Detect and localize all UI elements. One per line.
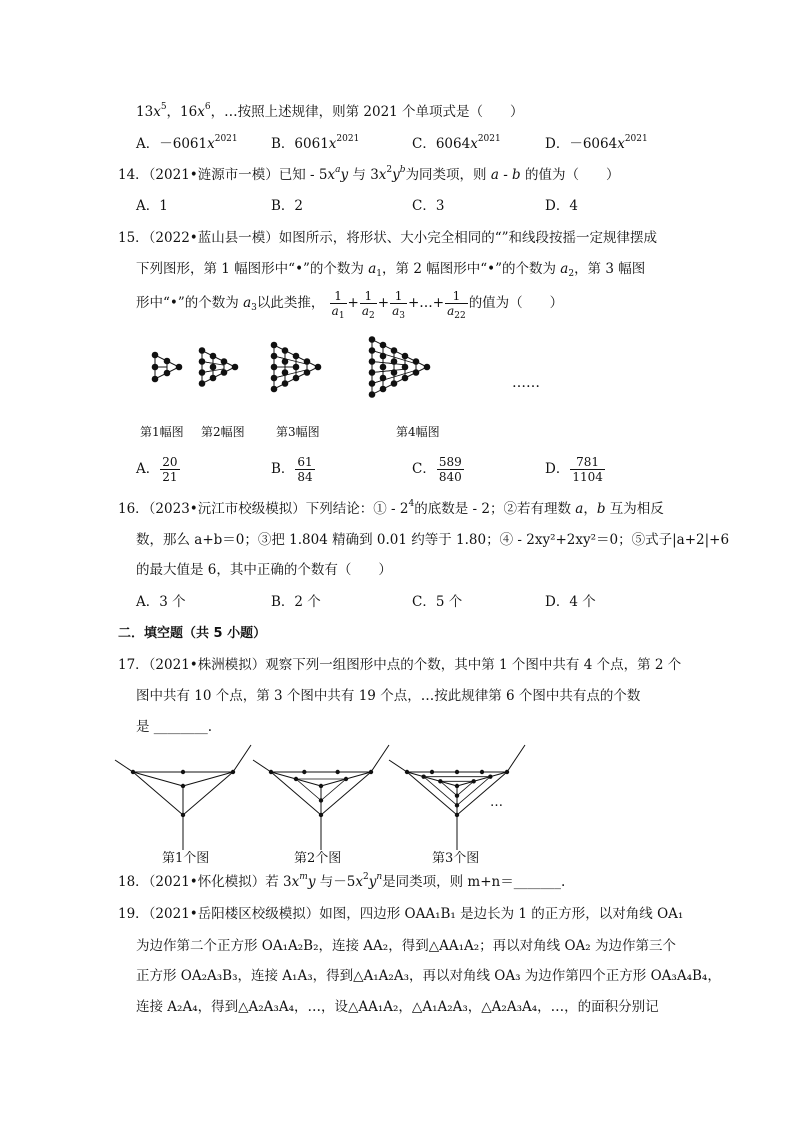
q17-fig2-dot	[335, 770, 339, 774]
q17-fig3-dot	[455, 793, 459, 797]
q15-fig2-dot	[210, 364, 217, 371]
q15-fig3-dot	[293, 353, 300, 360]
q15-line3: 形中“•”的个数为 $a_3$以此类推， $\frac{1}{a_1}$ + $\frac{1}{a_2}$ + $\frac{1}{a_3}$ +…+ $\frac{1}{a_{22}}$ 的值为（ ）	[136, 289, 564, 321]
q16-option-c[interactable]: C．5 个	[412, 594, 463, 610]
q13-stem: $13x^5$，$16x^6$，…按照上述规律，则第 2021 个单项式是（ ）	[136, 102, 524, 120]
q15-fig4-dot	[391, 347, 398, 354]
q17-fig2-dot	[344, 777, 348, 781]
q15-fig4-dot	[380, 386, 387, 393]
q13-option-c[interactable]: C．$6064x^{2021}$	[412, 134, 501, 152]
q17-caption-2: 第2个图	[294, 851, 342, 866]
q15-fig1-dot	[176, 364, 183, 371]
q15-fig2-dot	[221, 369, 228, 376]
q14-option-d[interactable]: D．4	[545, 198, 578, 214]
q17-caption-3: 第3个图	[432, 851, 480, 866]
q15-fig3-dot	[315, 364, 322, 371]
q17-caption-1: 第1个图	[162, 851, 210, 866]
q19-line4: 连接 A₂A₄，得到△A₂A₃A₄，…，设△AA₁A₂，△A₁A₂A₃，△A₂A₃A₄，…，的面积分别记	[136, 999, 659, 1015]
q15-option-c[interactable]: C． $\frac{589}{840}$	[412, 455, 462, 484]
q16-option-a[interactable]: A．3 个	[136, 594, 186, 610]
q15-fig4-dot	[369, 358, 376, 365]
q15-fig3-dot	[271, 342, 278, 349]
q15-fig2-dot	[221, 358, 228, 365]
q14-option-c[interactable]: C．3	[412, 198, 445, 214]
q15-fig3-dot	[293, 364, 300, 371]
q15-option-b[interactable]: B． $\frac{61}{84}$	[271, 455, 313, 484]
q15-fig2-dot	[232, 364, 239, 371]
q15-fig3-dot	[282, 347, 289, 354]
q15-fig4-dot	[380, 375, 387, 382]
q15-fig4-dot	[413, 358, 420, 365]
q17-fig2-dot	[319, 784, 323, 788]
q15-option-a[interactable]: A． $\frac{20}{21}$	[136, 455, 178, 484]
q15-caption-2: 第2幅图	[201, 425, 245, 439]
q15-fig4-dot	[369, 336, 376, 343]
q15-fig3-dot	[282, 369, 289, 376]
q17-fig1-dot	[231, 770, 235, 774]
q15-fig4-dot	[369, 347, 376, 354]
q13-option-b[interactable]: B．$6061x^{2021}$	[271, 134, 360, 152]
q15-fig4-dot	[402, 375, 409, 382]
q15-fig4-dot	[369, 369, 376, 376]
q14-option-b[interactable]: B．2	[271, 198, 304, 214]
q17-fig3-dot	[505, 770, 509, 774]
q15-option-d[interactable]: D． $\frac{781}{1104}$	[545, 455, 603, 484]
q15-fig4-dot	[391, 380, 398, 387]
q17-line2: 图中共有 10 个点，第 3 个图中共有 19 个点，…按此规律第 6 个图中共有点的个数	[136, 688, 641, 704]
q17-line1: 17．（2021•株洲模拟）观察下列一组图形中点的个数，其中第 1 个图中共有 4 个点，第 2 个	[118, 657, 682, 673]
q15-fig3-dot	[282, 358, 289, 365]
q15-fig3-dot	[304, 369, 311, 376]
q16-line1: 16．（2023•沅江市校级模拟）下列结论：① - $2^4$的底数是 - 2；②若有理数 a，b 互为相反	[118, 499, 664, 517]
q17-fig3-dot	[421, 774, 425, 778]
q14-stem: 14．（2021•涟源市一模）已知 - $5x^ay$ 与 $3x^2y^b$为同类项，则 a - b 的值为（ ）	[118, 165, 620, 183]
q16-option-b[interactable]: B．2 个	[271, 594, 321, 610]
q17-fig3-dot	[455, 770, 459, 774]
q17-fig3-dot	[405, 770, 409, 774]
q17-fig3-dot	[488, 774, 492, 778]
q17-fig3-arm	[507, 745, 525, 772]
q15-fig1-dot	[152, 352, 159, 359]
q15-figure	[140, 335, 540, 405]
q17-fig2-dot	[319, 798, 323, 802]
q15-fig4-dot	[380, 353, 387, 360]
q17-fig2-arm	[371, 745, 389, 772]
q15-fig4-dot	[413, 369, 420, 376]
q17-ellipsis: …	[490, 795, 503, 810]
q16-option-d[interactable]: D．4 个	[545, 594, 596, 610]
q17-fig1-arm	[233, 745, 251, 772]
q17-fig3-dot	[471, 779, 475, 783]
q17-fig2-dot	[369, 770, 373, 774]
q15-line1: 15．（2022•蓝山县一模）如图所示，将形状、大小完全相同的“”和线段按摇一定规律摆成	[118, 230, 658, 246]
q17-fig2-dot	[269, 770, 273, 774]
q13-option-a[interactable]: A．$-6061x^{2021}$	[136, 134, 238, 152]
q17-fig2-dot	[294, 777, 298, 781]
q14-option-a[interactable]: A．1	[136, 198, 168, 214]
q15-fig3-dot	[271, 386, 278, 393]
q16-line2: 数，那么 a+b＝0；③把 1.804 精确到 0.01 约等于 1.80；④ - 2xy²+2xy²＝0；⑤式子|a+2|+6	[136, 532, 730, 548]
q15-fig2-dot	[210, 375, 217, 382]
q15-fig3-dot	[271, 375, 278, 382]
q17-line3[interactable]: 是 ________.	[136, 719, 213, 735]
q15-fig4-dot	[402, 353, 409, 360]
q15-fig2-outline	[202, 351, 235, 384]
q15-fig4-dot	[369, 380, 376, 387]
q15-fig2-dot	[199, 347, 206, 354]
q15-fig4-dot	[369, 391, 376, 398]
q15-caption-3: 第3幅图	[276, 425, 320, 439]
q15-fig4-dot	[391, 369, 398, 376]
q15-fig2-dot	[199, 380, 206, 387]
q16-line3: 的最大值是 6，其中正确的个数有（ ）	[136, 562, 392, 578]
q15-fig1-dot	[164, 370, 171, 377]
q15-fig3-dot	[282, 380, 289, 387]
q17-fig1-dot	[131, 770, 135, 774]
q17-fig1-dot	[181, 813, 185, 817]
q17-fig3-arm	[389, 760, 407, 772]
q15-fig4-dot	[380, 342, 387, 349]
q17-fig2-dot	[319, 813, 323, 817]
q19-line1: 19．（2021•岳阳楼区校级模拟）如图，四边形 OAA₁B₁ 是边长为 1 的正方形，以对角线 OA₁	[118, 906, 684, 922]
q15-fig2-dot	[210, 353, 217, 360]
q17-fig3-dot	[480, 770, 484, 774]
q15-fig2-dot	[199, 369, 206, 376]
q17-fig1-arm	[115, 760, 133, 772]
q15-fig1-dot	[164, 358, 171, 365]
q19-line3: 正方形 OA₂A₃B₃，连接 A₁A₃，得到△A₁A₂A₃，再以对角线 OA₃ 为边作第四个正方形 OA₃A₄B₄，	[136, 968, 721, 984]
q18-stem[interactable]: 18．（2021•怀化模拟）若 $3x^my$ 与$-5x^2y^n$是同类项，则 m+n＝_______.	[118, 872, 566, 890]
q15-fig3-dot	[271, 364, 278, 371]
q17-figure	[136, 740, 536, 850]
q15-fig3-dot	[304, 358, 311, 365]
q17-fig3-dot	[455, 803, 459, 807]
q15-fig2-dot	[199, 358, 206, 365]
q15-fig4-dot	[424, 364, 431, 371]
q15-fig4-dot	[402, 364, 409, 371]
q15-caption-4: 第4幅图	[396, 425, 440, 439]
q17-fig3-dot	[430, 770, 434, 774]
q19-line2: 为边作第二个正方形 OA₁A₂B₂，连接 AA₂，得到△AA₁A₂；再以对角线 OA₂ 为边作第三个	[136, 938, 676, 954]
q15-ellipsis: ……	[512, 375, 540, 391]
q15-fig1-dot	[152, 364, 159, 371]
q17-fig3-dot	[455, 784, 459, 788]
q17-fig3-dot	[455, 813, 459, 817]
q15-fig3-dot	[271, 353, 278, 360]
section-title-fill-in: 二．填空题（共 5 小题）	[118, 626, 267, 641]
q15-caption-1: 第1幅图	[140, 425, 184, 439]
q13-option-d[interactable]: D．$-6064x^{2021}$	[545, 134, 648, 152]
q15-line2: 下列图形，第 1 幅图形中“•”的个数为 $a_1$，第 2 幅图形中“•”的个数为 $a_2$，第 3 幅图	[136, 261, 646, 279]
q17-fig2-arm	[253, 760, 271, 772]
q17-fig1-dot	[181, 770, 185, 774]
q17-fig2-dot	[302, 770, 306, 774]
q17-fig1-dot	[181, 784, 185, 788]
q15-fig3-dot	[293, 375, 300, 382]
q15-fig1-dot	[152, 376, 159, 383]
q15-fig4-dot	[391, 358, 398, 365]
q17-fig3-dot	[438, 779, 442, 783]
q15-fig4-dot	[380, 364, 387, 371]
